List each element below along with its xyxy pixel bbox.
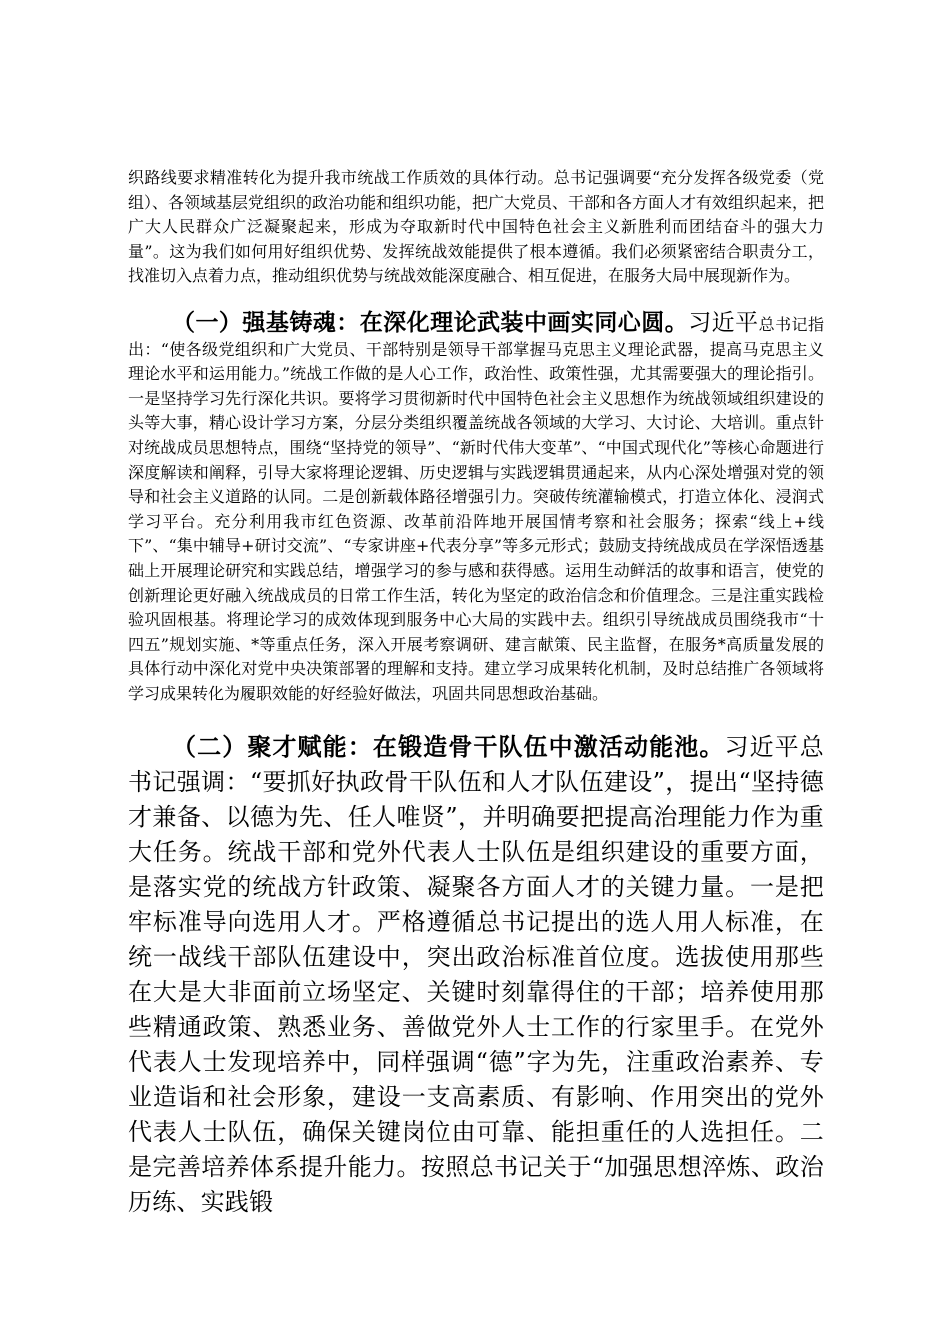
section-one-heading: （一）强基铸魂：在深化理论武装中画实同心圆。 [172, 309, 689, 336]
section-one-lead: 习近平 [688, 309, 759, 336]
intro-paragraph [128, 166, 824, 289]
section-one-body: 总书记指出：“使各级党组织和广大党员、干部特别是领导干部掌握马克思主义理论武器，提高马克思主义理论水平和运用能力。”统战工作做的是人心工作，政治性、政策性强，尤其需要强大的理论指引。一是坚持学习先行深化共识。要将学习贯彻新时代中国特色社会主义思想作为统战领域组织建设的头等大事，精心设计学习方案，分层分类组织覆盖统战各领域的大学习、大讨论、大培训。重点针对统战成员思想特点，围绕“坚持党的领导”、“新时代伟大变革”、“中国式现代化”等核心命题进行深度解读和阐释，引导大家将理论逻辑、历史逻辑与实践逻辑贯通起来，从内心深处增强对党的领导和社会主义道路的认同。二是创新载体路径增强引力。突破传统灌输模式，打造立体化、浸润式学习平台。充分利用我市红色资源、改革前沿阵地开展国情考察和社会服务；探索“线上+线下”、“集中辅导+研讨交流”、“专家讲座+代表分享”等多元形式；鼓励支持统战成员在学深悟透基础上开展理论研究和实践总结，增强学习的参与感和获得感。运用生动鲜活的故事和语言，使党的创新理论更好融入统战成员的日常工作生活，转化为坚定的政治信念和价值理念。三是注重实践检验巩固根基。将理论学习的成效体现到服务中心大局的实践中去。组织引导统战成员围绕我市“十四五”规划实施、*等重点任务，深入开展考察调研、建言献策、民主监督，在服务*高质量发展的具体行动中深化对党中央决策部署的理解和支持。建立学习成果转化机制，及时总结推广各领域将学习成果转化为履职效能的好经验好做法，巩固共同思想政治基础。 [128, 314, 825, 703]
document-page [128, 166, 824, 1220]
section-two-body: 习近平总书记强调：“要抓好执政骨干队伍和人才队伍建设”，提出“坚持德才兼备、以德为先、任人唯贤”，并明确要把提高治理能力作为重大任务。统战干部和党外代表人士队伍是组织建设的重要方面，是落实党的统战方针政策、凝聚各方面人才的关键力量。一是把牢标准导向选用人才。严格遵循总书记提出的选人用人标准，在统一战线干部队伍建设中，突出政治标准首位度。选拔使用那些在大是大非面前立场坚定、关键时刻靠得住的干部；培养使用那些精通政策、熟悉业务、善做党外人士工作的行家里手。在党外代表人士发现培养中，同样强调“德”字为先，注重政治素养、专业造诣和社会形象，建设一支高素质、有影响、作用突出的党外代表人士队伍，确保关键岗位由可靠、能担重任的人选担任。二是完善培养体系提升能力。按照总书记关于“加强思想淬炼、政治历练、实践锻 [128, 733, 824, 1217]
section-one-paragraph [128, 311, 824, 707]
intro-paragraph-text: 织路线要求精准转化为提升我市统战工作质效的具体行动。总书记强调要“充分发挥各级党委（党组）、各领域基层党组织的政治功能和组织功能，把广大党员、干部和各方面人才有效组织起来，把广大人民群众广泛凝聚起来，形成为夺取新时代中国特色社会主义新胜利而团结奋斗的强大力量”。这为我们如何用好组织优势、发挥统战效能提供了根本遵循。我们必须紧密结合职责分工，找准切入点着力点，推动组织优势与统战效能深度融合、相互促进，在服务大局中展现新作为。 [128, 168, 825, 286]
section-two-paragraph [128, 730, 824, 1220]
section-two-heading: （二）聚才赋能：在锻造骨干队伍中激活动能池。 [172, 733, 725, 762]
